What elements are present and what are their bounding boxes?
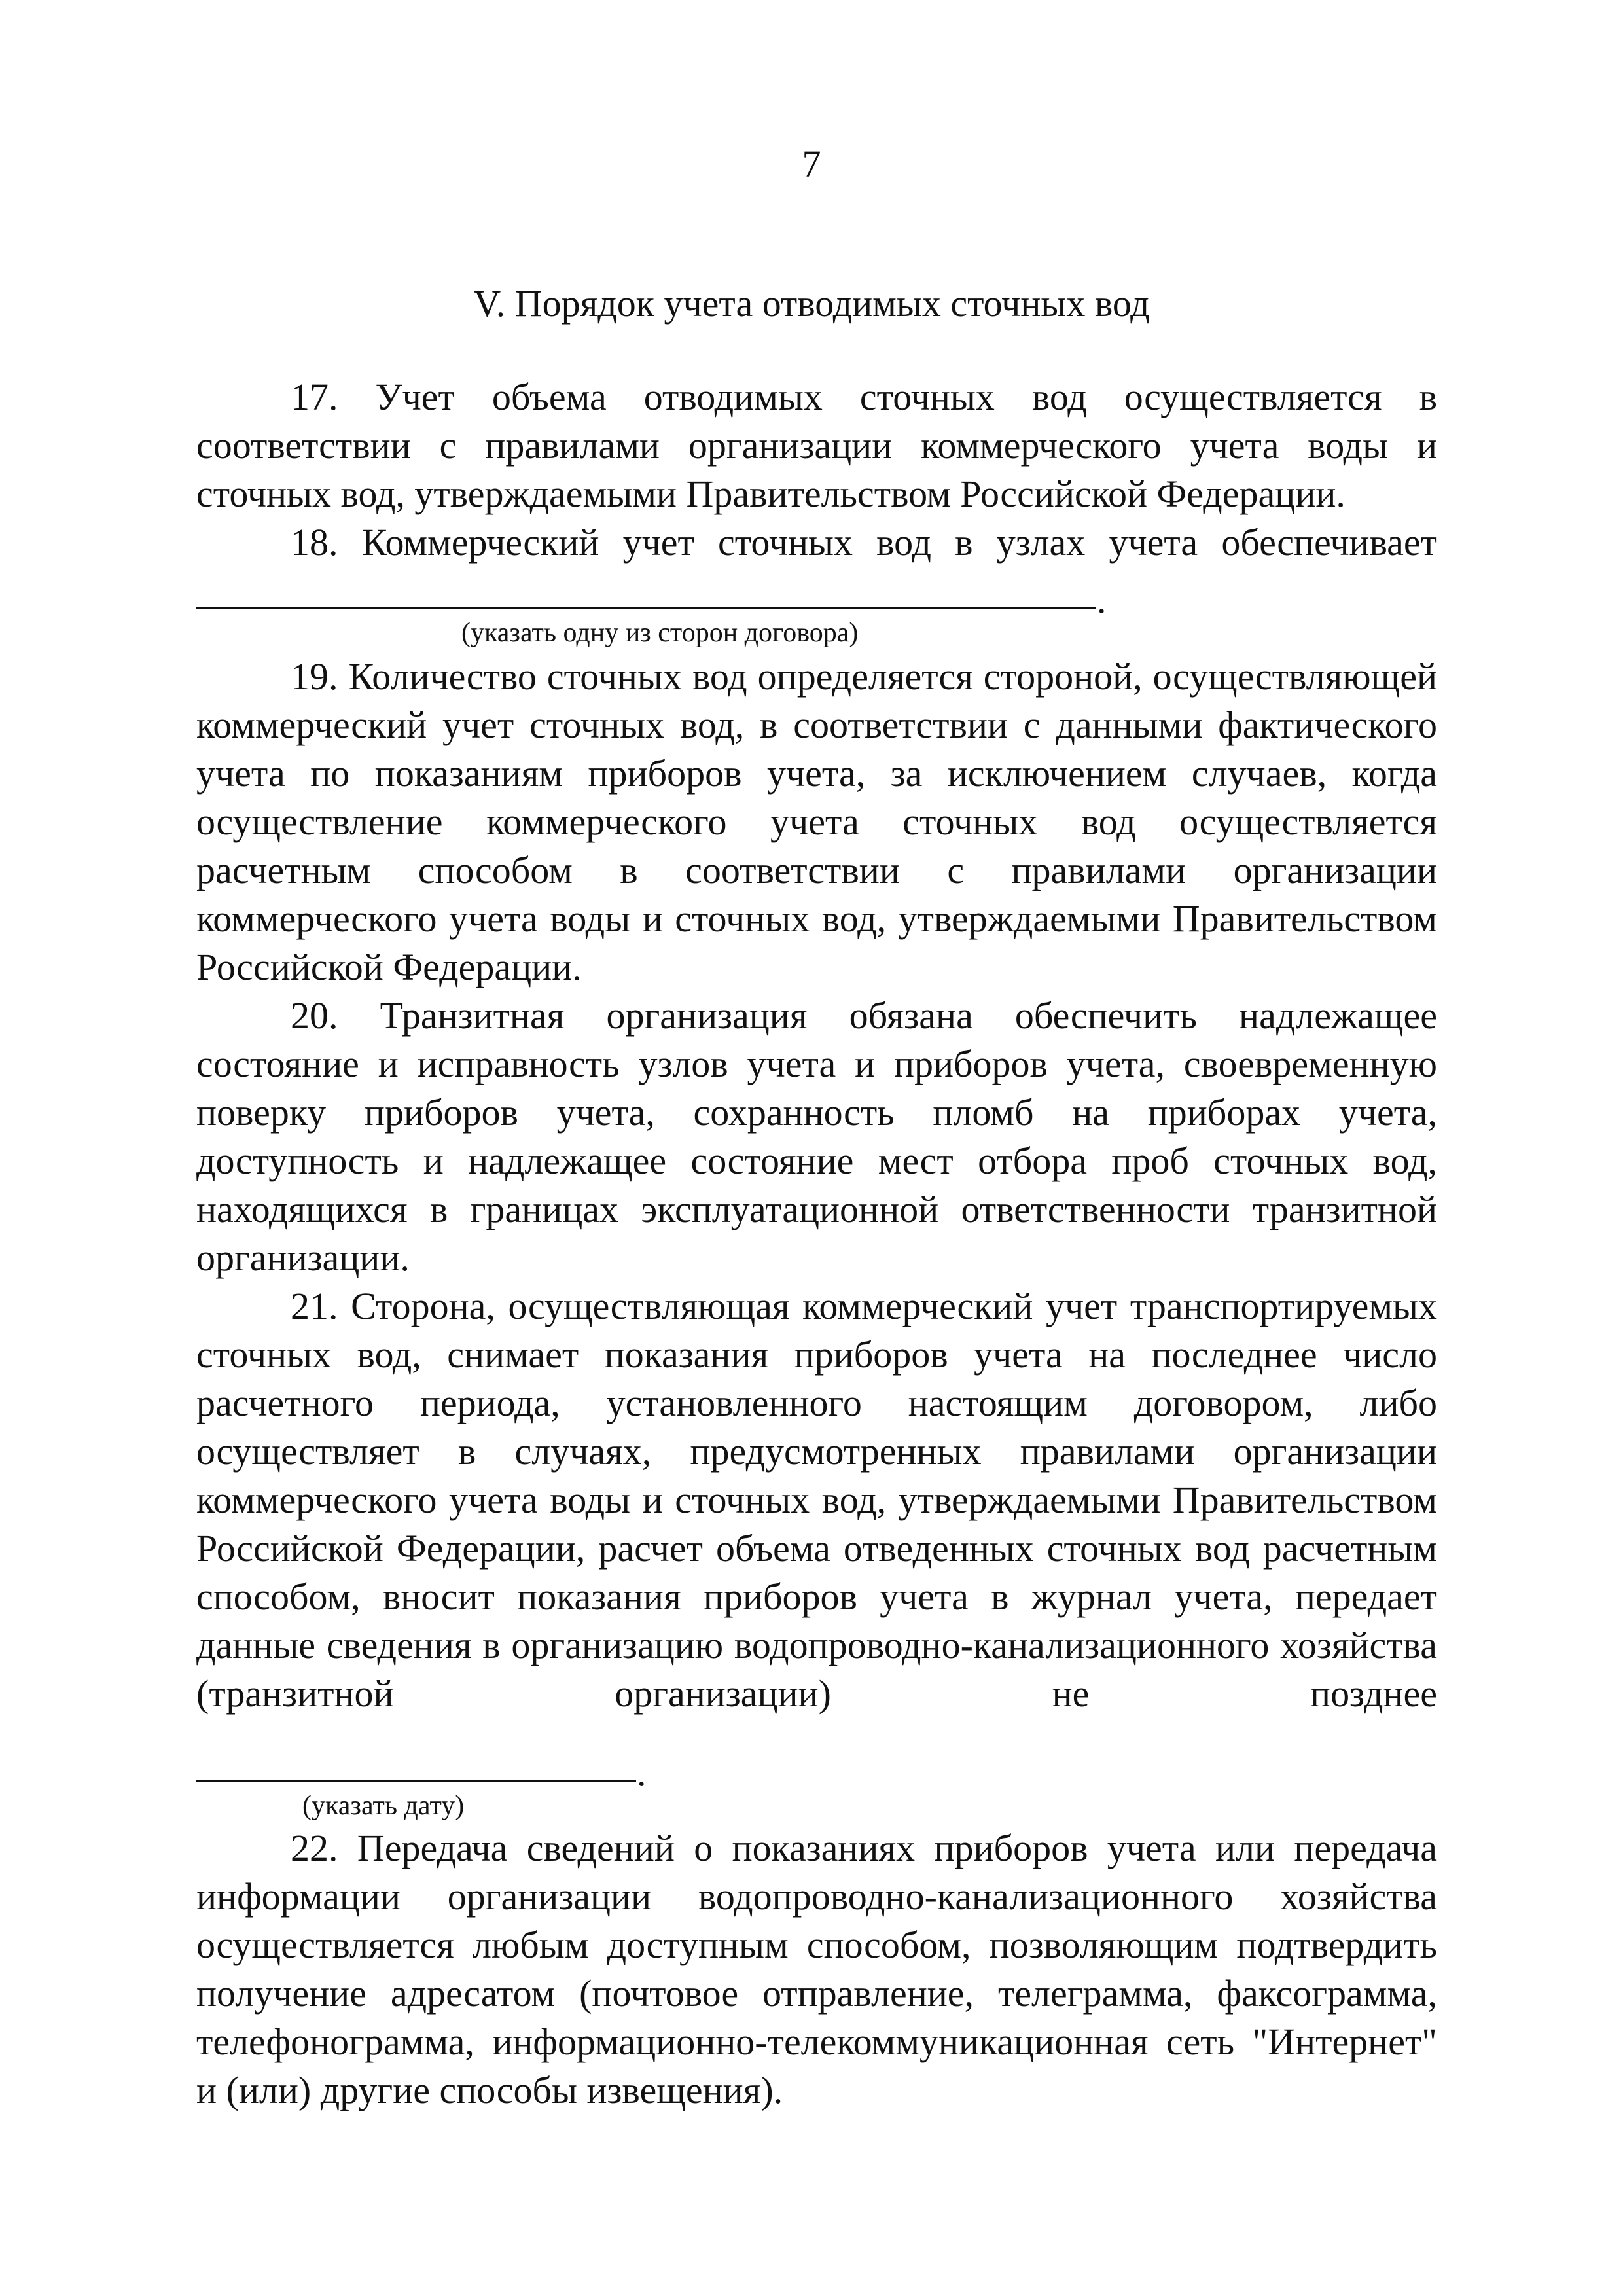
- fill-in-line-party: [196, 607, 1096, 609]
- paragraph-18: 18. Коммерческий учет сточных вод в узлах учета обеспечивает: [291, 521, 1437, 564]
- paragraphs-17-18: [196, 373, 1437, 567]
- paragraph-21: 21. Сторона, осуществляющая коммерческий учет транспортируемых сточных вод, снимает показания приборов учета на последнее число расчетного периода, установленного настоящим договором, либо осуществляет в случаях, предусмотренных правилами организации коммерческого учета воды и сточных вод, утверждаемыми Правительством Российской Федерации, расчет объема отведенных сточных вод расчетным способом, вносит показания приборов учета в журнал учета, передает данные сведения в организацию водопроводно-канализационного хозяйства (транзитной организации) не позднее: [196, 1285, 1437, 1715]
- paragraph-20: 20. Транзитная организация обязана обеспечить надлежащее состояние и исправность узлов учета и приборов учета, своевременную поверку приборов учета, сохранность пломб на приборах учета, доступность и надлежащее состояние мест отбора проб сточных вод, находящихся в границах эксплуатационной ответственности транзитной организации.: [196, 994, 1437, 1279]
- fill-in-caption-date: (указать дату): [302, 1791, 465, 1821]
- paragraph-22-block: [196, 1824, 1437, 2115]
- paragraph-22: 22. Передача сведений о показаниях приборов учета или передача информации организации водопроводно-канализационного хозяйства осуществляется любым доступным способом, позволяющим подтвердить получение адресатом (почтовое отправление, телеграмма, факсограмма, телефонограмма, информационно-телекоммуникационная сеть "Интернет" и (или) другие способы извещения).: [196, 1827, 1437, 2111]
- page-number: 7: [802, 143, 821, 185]
- paragraphs-19-21: [196, 653, 1437, 1718]
- fill-in-caption-party: (указать одну из сторон договора): [461, 618, 859, 648]
- section-title: V. Порядок учета отводимых сточных вод: [473, 282, 1150, 325]
- fill-in-period-date: .: [637, 1751, 647, 1794]
- paragraph-17: 17. Учет объема отводимых сточных вод осуществляется в соответствии с правилами организации коммерческого учета воды и сточных вод, утверждаемыми Правительством Российской Федерации.: [196, 376, 1437, 515]
- fill-in-period: .: [1097, 579, 1107, 621]
- fill-in-line-date: [196, 1780, 636, 1782]
- paragraph-19: 19. Количество сточных вод определяется стороной, осуществляющей коммерческий учет сточных вод, в соответствии с данными фактического учета по показаниям приборов учета, за исключением случаев, когда осуществление коммерческого учета сточных вод осуществляется расчетным способом в соответствии с правилами организации коммерческого учета воды и сточных вод, утверждаемыми Правительством Российской Федерации.: [196, 655, 1437, 988]
